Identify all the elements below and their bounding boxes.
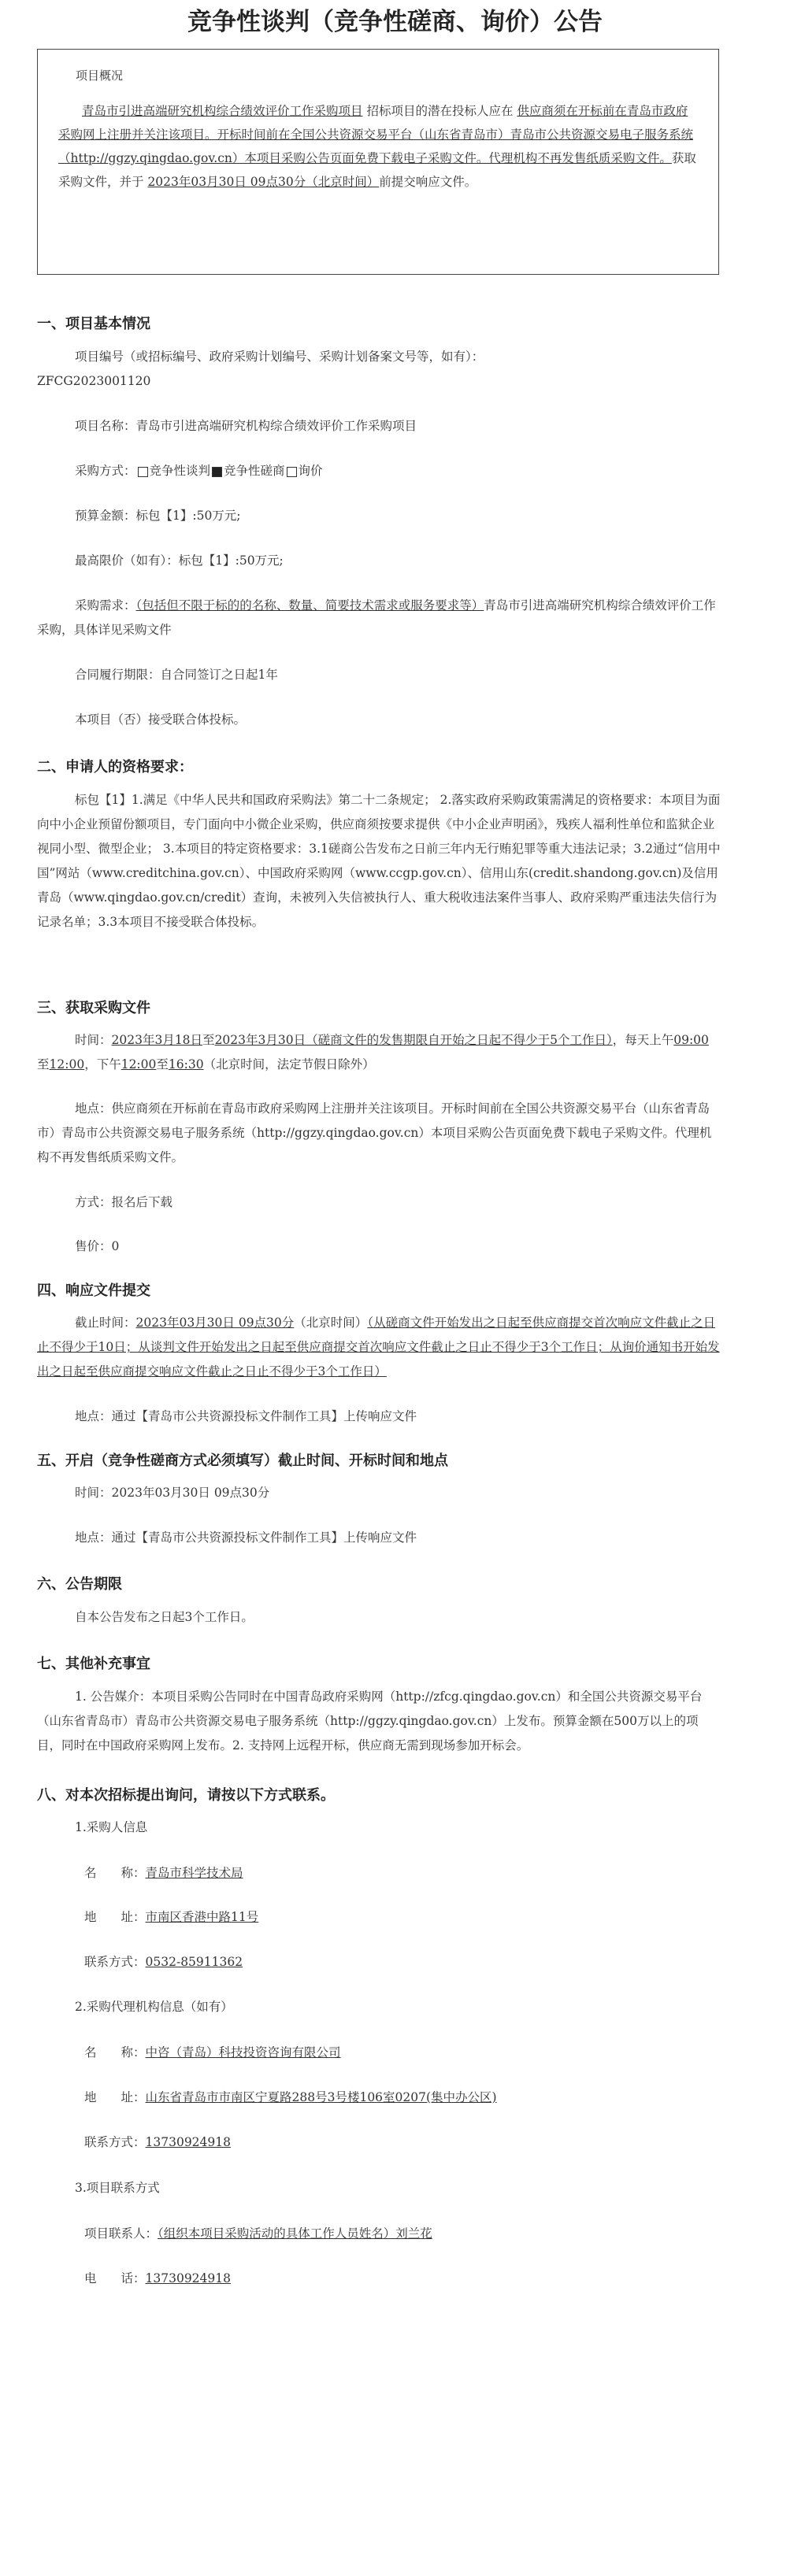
beijing-time: （北京时间） — [294, 1316, 368, 1330]
open-place: 地点：通过【青岛市公共资源投标文件制作工具】上传响应文件 — [75, 1530, 417, 1545]
afternoon-start: 12:00 — [121, 1057, 157, 1071]
deadline-label: 截止时间： — [75, 1316, 136, 1330]
checkbox-icon — [138, 467, 148, 477]
contract-period: 合同履行期限：自合同签订之日起1年 — [75, 668, 278, 682]
section-3-heading: 三、获取采购文件 — [37, 1000, 150, 1016]
overview-text-d: 获取采购文件，并于 — [58, 151, 696, 189]
time-note: （北京时间，法定节假日除外） — [203, 1057, 375, 1071]
project-contact-person — [37, 2222, 721, 2246]
sale-period-note: （磋商文件的发售期限自开始之日起不得少于5个工作日） — [306, 1033, 613, 1047]
acquire-price: 售价：0 — [75, 1239, 120, 1253]
start-date: 2023年3月18日 — [111, 1033, 203, 1047]
contact-person-label: 项目联系人： — [84, 2226, 158, 2241]
qualification-text: 标包【1】1.满足《中华人民共和国政府采购法》第二十二条规定； 2.落实政府采购政策需满足的资格要求：本项目为面向中小企业预留份额项目，专门面向中小微企业采购，供应商须按要求提供《中小企业声明函》，残疾人福利性单位和监狱企业视同小型、微型企业； 3.本项目的特定资格要求：3.1磋商公告发布之日前三年内无行贿犯罪等重大违法记录；3.2通过“信用中国”网站（www.creditchina.gov.cn）、中国政府采购网（www.ccgp.gov.cn）、信用山东(credit.shandong.gov.cn)及信用青岛（www.qingdao.gov.cn/credit）查询，未被列入失信被执行人、重大税收违法案件当事人、政府采购严重违法失信行为记录名单；3.3本项目不接受联合体投标。 — [37, 793, 721, 929]
to-text: 至 — [156, 1057, 169, 1071]
overview-heading: 项目概况 — [76, 68, 124, 83]
contact-phone-value: 13730924918 — [145, 2271, 231, 2285]
consortium-note: 本项目（否）接受联合体投标。 — [75, 712, 247, 727]
buyer-phone: 0532-85911362 — [145, 1955, 243, 1969]
buyer-address-value: 市南区香港中路11号 — [145, 1910, 259, 1924]
method-option-consultation: 竞争性磋商 — [224, 464, 285, 478]
agent-info-title: 2.采购代理机构信息（如有） — [75, 2000, 233, 2014]
buyer-info-title: 1.采购人信息 — [75, 1820, 148, 1834]
section-1-heading: 一、项目基本情况 — [37, 316, 150, 332]
morning-label: ，每天上午 — [612, 1033, 674, 1047]
afternoon-label: ，下午 — [84, 1057, 121, 1071]
project-contact-phone — [37, 2267, 721, 2291]
acquire-way: 方式：报名后下载 — [75, 1195, 173, 1209]
agent-address-value: 山东省青岛市市南区宁夏路288号3号楼106室0207(集中办公区) — [145, 2090, 497, 2104]
page-title: 竞争性谈判（竞争性磋商、询价）公告 — [187, 8, 603, 36]
method-option-inquiry: 询价 — [298, 464, 323, 478]
need-hint: （包括但不限于标的的名称、数量、简要技术需求或服务要求等） — [135, 598, 484, 613]
need-label: 采购需求： — [75, 598, 136, 613]
need-text: 青岛市引进高端研究机构综合绩效评价工作采购，具体详见采购文件 — [37, 598, 716, 637]
to-text: 至 — [37, 1057, 50, 1071]
section-2-heading: 二、申请人的资格要求： — [37, 759, 193, 775]
procurement-method — [37, 459, 721, 483]
method-option-negotiation: 竞争性谈判 — [149, 464, 211, 478]
deadline-note: （从磋商文件开始发出之日起至供应商提交首次响应文件截止之日止不得少于10日；从谈判文件开始发出之日起至供应商提交首次响应文件截止之日止不得少于3个工作日；从询价通知书开始发出之日起至供应商提交响应文件截止之日止不得少于3个工作日） — [37, 1316, 720, 1379]
overview-deadline: 2023年03月30日 09点30分（北京时间） — [147, 175, 380, 189]
overview-text-b: 招标项目的潜在投标人应在 — [362, 104, 517, 118]
contact-label: 联系方式： — [84, 1955, 146, 1969]
buyer-name — [37, 1861, 721, 1886]
acquire-place: 地点：供应商须在开标前在青岛市政府采购网上注册并关注该项目。开标时间前在全国公共资源交易平台（山东省青岛市）青岛市公共资源交易电子服务系统（http://ggzy.qingdao.gov.cn）本项目采购公告页面免费下载电子采购文件。代理机构不再发售纸质采购文件。 — [37, 1101, 712, 1164]
acquire-time — [37, 1028, 721, 1077]
procurement-need — [37, 594, 721, 642]
name-label: 名 称： — [84, 1866, 146, 1880]
max-price: 最高限价（如有）：标包【1】:50万元; — [75, 553, 284, 568]
project-contact-title: 3.项目联系方式 — [75, 2181, 160, 2195]
name-label: 名 称： — [84, 2045, 146, 2060]
section-7-heading: 七、其他补充事宜 — [37, 1656, 150, 1672]
buyer-name-value: 青岛市科学技术局 — [145, 1866, 243, 1880]
phone-label: 电 话： — [84, 2271, 146, 2285]
address-label: 地 址： — [84, 2090, 146, 2104]
end-date: 2023年3月30日 — [214, 1033, 306, 1047]
overview-box — [37, 49, 719, 275]
morning-end: 12:00 — [49, 1057, 85, 1071]
buyer-contact — [37, 1950, 721, 1975]
afternoon-end: 16:30 — [168, 1057, 204, 1071]
agent-contact — [37, 2130, 721, 2155]
supplementary-text: 1. 公告媒介：本项目采购公告同时在中国青岛政府采购网（http://zfcg.qingdao.gov.cn）和全国公共资源交易平台（山东省青岛市）青岛市公共资源交易电子服务系统（http://ggzy.qingdao.gov.cn）上发布。预算金额在500万以上的项目，同时在中国政府采购网上发布。2. 支持网上远程开标，供应商无需到现场参加开标会。 — [37, 1690, 703, 1752]
time-label: 时间： — [75, 1033, 112, 1047]
agent-name-value: 中咨（青岛）科技投资咨询有限公司 — [145, 2045, 341, 2060]
buyer-address — [37, 1905, 721, 1930]
contact-label: 联系方式： — [84, 2135, 146, 2149]
open-time: 时间：2023年03月30日 09点30分 — [75, 1486, 270, 1500]
overview-project-name: 青岛市引进高端研究机构综合绩效评价工作采购项目 — [82, 104, 363, 118]
budget-amount: 预算金额：标包【1】:50万元; — [75, 509, 241, 523]
checkbox-icon — [287, 467, 297, 477]
section-4-heading: 四、响应文件提交 — [37, 1282, 150, 1299]
section-5-heading: 五、开启（竞争性磋商方式必须填写）截止时间、开标时间和地点 — [37, 1453, 448, 1469]
section-6-heading: 六、公告期限 — [37, 1576, 122, 1593]
notice-period: 自本公告发布之日起3个工作日。 — [75, 1610, 254, 1624]
agent-phone: 13730924918 — [145, 2135, 231, 2149]
morning-start: 09:00 — [673, 1033, 709, 1047]
overview-download-info: 供应商须在开标前在青岛市政府采购网上注册并关注该项目。开标时间前在全国公共资源交易平台（山东省青岛市）青岛市公共资源交易电子服务系统（http://ggzy.qingdao.gov.cn）本项目采购公告页面免费下载电子采购文件。代理机构不再发售纸质采购文件。 — [58, 104, 694, 165]
deadline-date: 2023年03月30日 09点30分 — [135, 1316, 295, 1330]
agent-name — [37, 2041, 721, 2065]
section-8-heading: 八、对本次招标提出询问，请按以下方式联系。 — [37, 1787, 335, 1804]
project-name: 项目名称：青岛市引进高端研究机构综合绩效评价工作采购项目 — [75, 419, 417, 433]
submit-deadline — [37, 1311, 721, 1384]
overview-text — [58, 99, 698, 194]
method-label: 采购方式： — [75, 464, 136, 478]
overview-text-f: 前提交响应文件。 — [379, 175, 477, 189]
project-code: ZFCG2023001120 — [37, 374, 151, 388]
contact-person-value: （组织本项目采购活动的具体工作人员姓名）刘兰花 — [158, 2226, 432, 2241]
checked-checkbox-icon — [212, 467, 222, 477]
to-text: 至 — [202, 1033, 215, 1047]
submit-place: 地点：通过【青岛市公共资源投标文件制作工具】上传响应文件 — [75, 1409, 417, 1423]
project-code-label: 项目编号（或招标编号、政府采购计划编号、采购计划备案文号等，如有）： — [75, 350, 484, 364]
agent-address — [37, 2086, 721, 2110]
address-label: 地 址： — [84, 1910, 146, 1924]
